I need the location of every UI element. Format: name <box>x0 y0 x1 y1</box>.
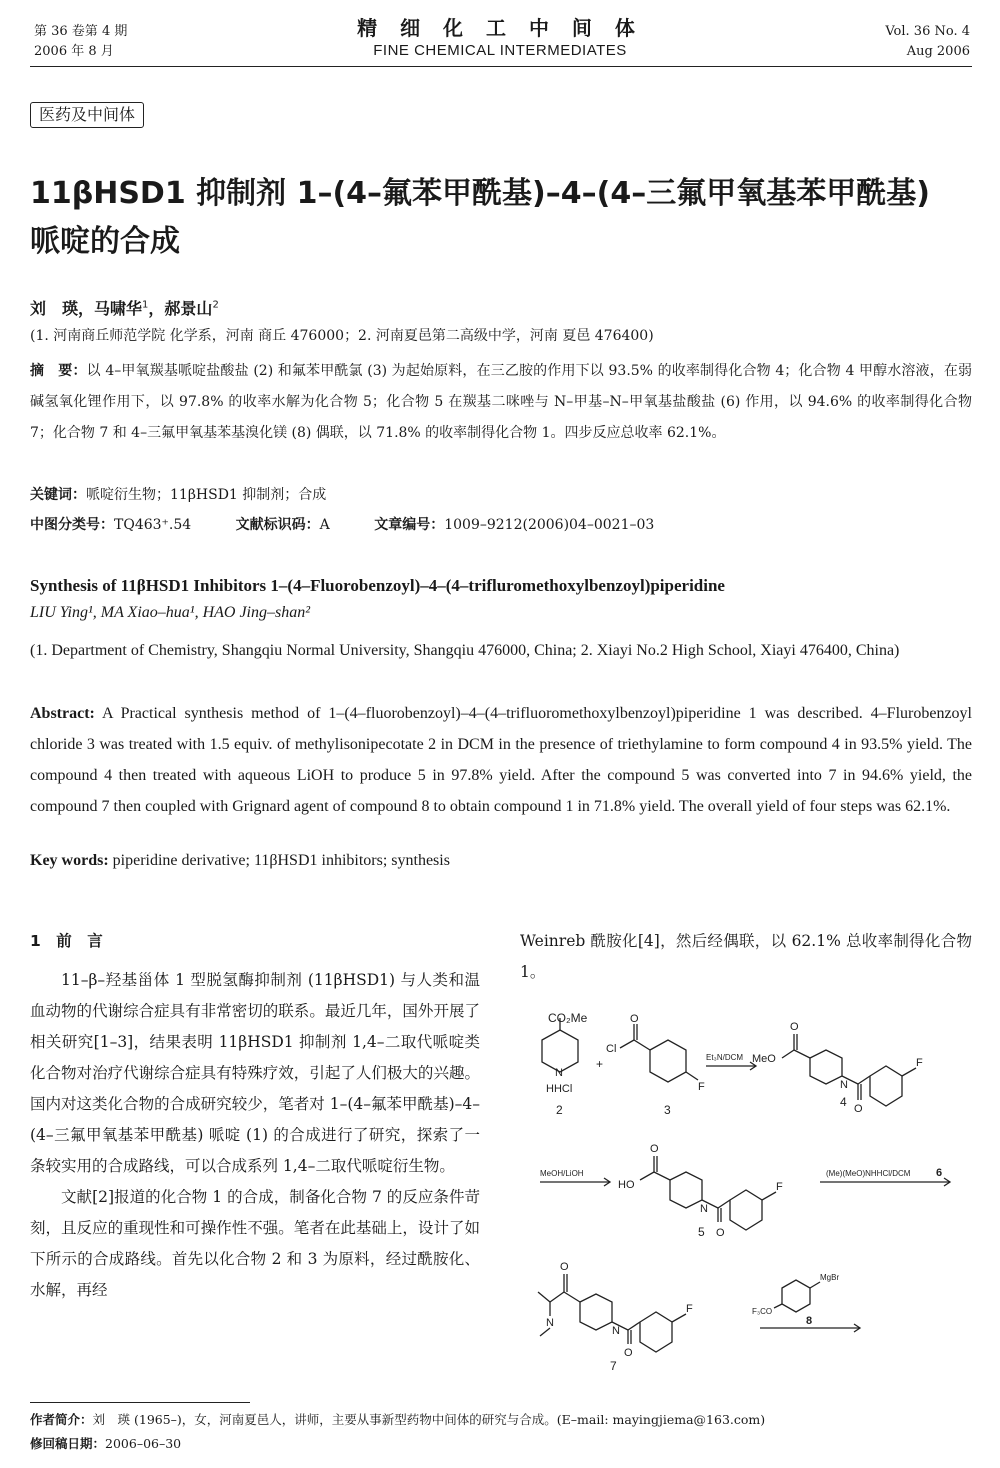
scheme-o-5b: O <box>716 1227 725 1239</box>
reagent-step-3: (Me)(MeO)NHHCl/DCM <box>826 1169 911 1178</box>
header-divider <box>30 66 972 67</box>
keywords-cn-text: 哌啶衍生物；11βHSD1 抑制剂；合成 <box>86 487 327 503</box>
scheme-cl: Cl <box>606 1043 617 1055</box>
scheme-f-4: F <box>916 1057 923 1069</box>
reagent-step-1: Et₃N/DCM <box>706 1053 744 1062</box>
intro-paragraph-2: 文献[2]报道的化合物 1 的合成，制备化合物 7 的反应条件苛刻，且反应的重现性和可操作性不强。笔者在此基础上，设计了如下所示的合成路线。首先以化合物 2 和 3 为原料，经过酰胺化、水解，再经 <box>30 1188 480 1299</box>
doc-code-value: A <box>319 517 330 533</box>
author-2-affil: 1 <box>142 299 149 311</box>
affiliation-cn: (1. 河南商丘师范学院 化学系，河南 商丘 476000；2. 河南夏邑第二高级中学，河南 夏邑 476400) <box>30 328 654 344</box>
date-en: Aug 2006 <box>906 44 970 59</box>
compound-7-piperidine <box>580 1294 612 1330</box>
compound-8-ring <box>782 1280 810 1312</box>
body-left-column <box>30 926 480 1306</box>
label-compound-7: 7 <box>610 1359 617 1373</box>
doc-code-label: 文献标识码： <box>235 517 320 533</box>
scheme-f-3: F <box>698 1081 705 1093</box>
footnote-divider <box>30 1402 250 1403</box>
label-compound-5: 5 <box>698 1225 705 1239</box>
journal-header <box>0 14 1000 60</box>
compound-4-ring <box>870 1066 902 1106</box>
author-bio-text: 刘 瑛 (1965–)，女，河南夏邑人，讲师，主要从事新型药物中间体的研究与合成。(E–mail: mayingjiema@163.com) <box>92 1412 766 1427</box>
scheme-meo: MeO <box>752 1053 776 1065</box>
revision-date-label: 修回稿日期： <box>30 1436 106 1451</box>
author-3: 郝景山 <box>164 299 213 318</box>
compound-5-ring <box>730 1190 762 1230</box>
compound-4-piperidine <box>810 1050 842 1084</box>
revision-date-text: 2006–06–30 <box>105 1436 182 1451</box>
compound-3-ring <box>650 1040 686 1082</box>
reagent-8-mgbr: MgBr <box>820 1273 840 1282</box>
body-right-column <box>520 926 972 988</box>
authors-cn <box>30 296 219 319</box>
journal-name-cn: 精 细 化 工 中 间 体 <box>357 16 643 40</box>
label-compound-2: 2 <box>556 1103 563 1117</box>
affiliation-en: (1. Department of Chemistry, Shangqiu Normal University, Shangqiu 476000, China; 2. Xiayi No.2 High School, Xiayi 476400, China) <box>30 642 900 659</box>
compound-5-piperidine <box>670 1172 702 1208</box>
scheme-co2me: CO₂Me <box>548 1011 588 1025</box>
date-cn: 2006 年 8 月 <box>34 44 114 59</box>
scheme-o-5a: O <box>650 1143 659 1155</box>
reagent-6-label: 6 <box>936 1167 943 1179</box>
scheme-o-4b: O <box>854 1103 863 1115</box>
keywords-en-text: piperidine derivative; 11βHSD1 inhibitors; synthesis <box>112 852 450 869</box>
label-compound-4: 4 <box>840 1095 847 1109</box>
intro-continuation: Weinreb 酰胺化[4]，然后经偶联，以 62.1% 总收率制得化合物 1。 <box>520 932 972 981</box>
paper-title-en: Synthesis of 11βHSD1 Inhibitors 1–(4–Fluorobenzoyl)–4–(4–trifluromethoxylbenzoyl)piperidine <box>30 576 725 595</box>
author-bio-label: 作者简介： <box>30 1412 93 1427</box>
scheme-n-4: N <box>840 1079 848 1091</box>
abstract-en-text: A Practical synthesis method of 1–(4–fluorobenzoyl)–4–(4–trifluoromethoxylbenzoyl)piperidine 1 was described. 4–Flurobenzoyl chloride 3 was treated with 1.5 equiv. of methylisonipecotate 2 in DCM in the presence of triethylamine to form compound 4 in 93.5% yield. The compound 4 then treated with aqueous LiOH to produce 5 in 97.8% yield. After the compound 5 was converted into 7 in 94.6% yield, the compound 7 then coupled with Grignard agent of compound 8 to obtain compound 1 in 71.8% yield. The overall yield of four steps was 62.1%. <box>30 705 972 815</box>
journal-name-en: FINE CHEMICAL INTERMEDIATES <box>373 42 627 59</box>
keywords-en-label: Key words: <box>30 852 109 869</box>
article-no-label: 文章编号： <box>374 517 445 533</box>
reagent-8-label: 8 <box>806 1315 813 1327</box>
abstract-cn-text: 以 4–甲氧羰基哌啶盐酸盐 (2) 和氟苯甲酰氯 (3) 为起始原料，在三乙胺的作用下以 93.5% 的收率制得化合物 4；化合物 4 甲醇水溶液，在弱碱氢氧化锂作用下，以 97.8% 的收率水解为化合物 5；化合物 5 在羰基二咪唑与 N–甲基–N–甲氧基盐酸盐 (6) 作用，以 94.6% 的收率制得化合物 7；化合物 7 和 4–三氟甲氧基苯基溴化镁 (8) 偶联，以 71.8% 的收率制得化合物 1。四步反应总收率 62.1%。 <box>30 363 972 441</box>
scheme-o-4a: O <box>790 1021 799 1033</box>
volume-en: Vol. 36 No. 4 <box>885 24 970 39</box>
paper-title-cn: 11βHSD1 抑制剂 1–(4–氟苯甲酰基)–4–(4–三氟甲氧基苯甲酰基) 哌啶的合成 <box>30 176 930 259</box>
authors-en: LIU Ying¹, MA Xiao–hua¹, HAO Jing–shan² <box>30 604 311 621</box>
label-compound-3: 3 <box>664 1103 671 1117</box>
synthesis-scheme <box>520 1010 972 1388</box>
author-bio <box>30 1408 765 1432</box>
abstract-en-label: Abstract: <box>30 705 95 722</box>
scheme-o-3: O <box>630 1013 639 1025</box>
author-3-affil: 2 <box>212 299 219 311</box>
scheme-f-5: F <box>776 1181 783 1193</box>
keywords-cn-label: 关键词： <box>30 487 86 503</box>
revision-date <box>30 1432 765 1456</box>
compound-2-ring <box>542 1030 578 1072</box>
scheme-plus: + <box>596 1057 604 1071</box>
header-volume-en <box>885 22 970 62</box>
abstract-en <box>30 698 972 822</box>
scheme-n-7a: N <box>546 1317 554 1329</box>
author-2: 马啸华 <box>94 299 143 318</box>
clc-value: TQ463⁺.54 <box>114 517 192 533</box>
scheme-f-7: F <box>686 1303 693 1315</box>
author-sep: ， <box>148 299 165 318</box>
keywords-en <box>30 852 450 870</box>
scheme-n-5: N <box>700 1203 708 1215</box>
abstract-cn <box>30 356 972 449</box>
section-tag: 医药及中间体 <box>30 102 144 128</box>
scheme-o-7b: O <box>624 1347 633 1359</box>
scheme-n-2: N <box>555 1067 563 1079</box>
reagent-step-2: MeOH/LiOH <box>540 1169 584 1178</box>
scheme-o-7a: O <box>560 1261 569 1273</box>
clc-label: 中图分类号： <box>30 517 114 533</box>
reagent-8-f3co: F₃CO <box>752 1307 773 1316</box>
abstract-cn-label: 摘 要： <box>30 363 87 379</box>
scheme-hhcl: HHCl <box>546 1083 573 1095</box>
footnotes <box>30 1408 765 1456</box>
author-1: 刘 瑛， <box>30 299 95 318</box>
intro-paragraph-1: 11–β–羟基甾体 1 型脱氢酶抑制剂 (11βHSD1) 与人类和温血动物的代谢综合症具有非常密切的联系。最近几年，国外开展了相关研究[1–3]，结果表明 11βHSD1 抑制剂 1,4–二取代哌啶类化合物对治疗代谢综合症具有特殊疗效，引起了人们极大的兴趣。国内对这类化合物的合成研究较少，笔者对 1–(4–氟苯甲酰基)–4–(4–三氟甲氧基苯甲酰基) 哌啶 (1) 的合成进行了研究，探索了一条较实用的合成路线，可以合成系列 1,4–二取代哌啶衍生物。 <box>30 971 480 1175</box>
compound-7-ring <box>640 1312 672 1352</box>
keywords-cn <box>30 484 326 504</box>
article-no-value: 1009–9212(2006)04–0021–03 <box>444 517 655 533</box>
classification-row <box>30 514 970 534</box>
scheme-ho: HO <box>618 1179 635 1191</box>
volume-cn: 第 36 卷第 4 期 <box>34 24 128 39</box>
section-heading-intro: 1 前 言 <box>30 932 103 950</box>
scheme-n-7b: N <box>612 1325 620 1337</box>
